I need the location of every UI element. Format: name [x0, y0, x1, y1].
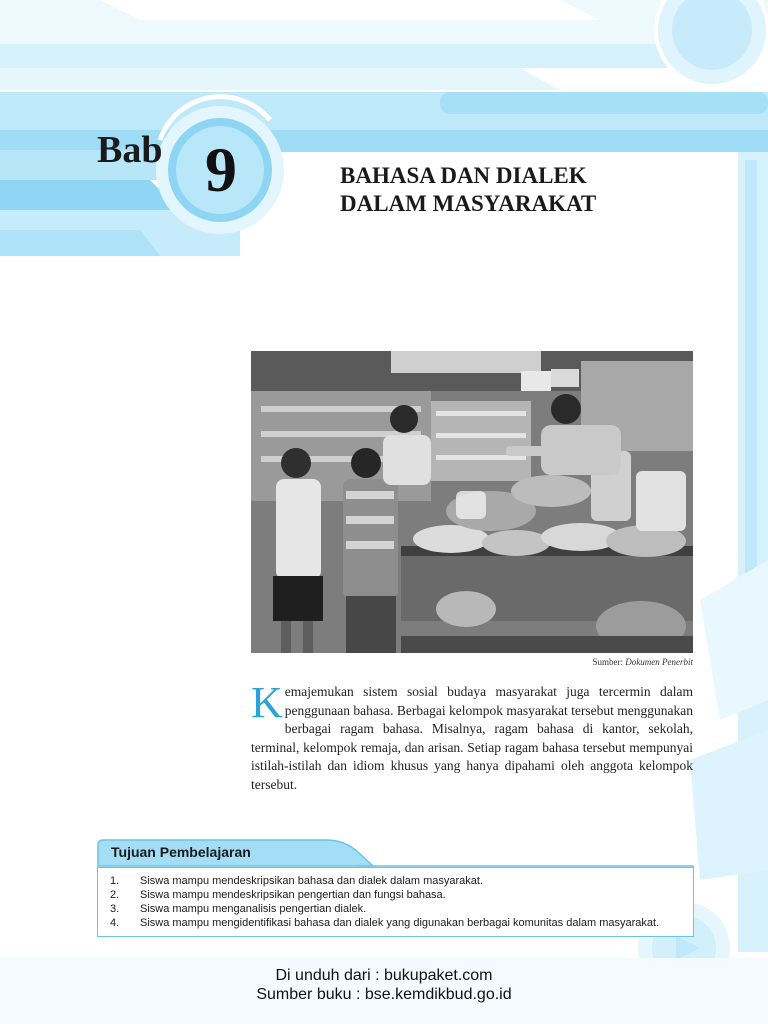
learning-objectives-box — [97, 839, 694, 937]
footer-download-line: Di unduh dari : bukupaket.com — [275, 967, 493, 984]
objective-text: Siswa mampu mendeskripsikan pengertian dan fungsi bahasa. — [140, 889, 446, 901]
chapter-title — [340, 162, 720, 218]
bab-label: Bab — [97, 129, 163, 171]
objective-number: 4. — [110, 917, 120, 929]
learning-objectives-list-box — [97, 867, 694, 937]
objective-item — [110, 902, 683, 916]
objective-number: 3. — [110, 903, 120, 915]
objective-number: 1. — [110, 875, 120, 887]
objective-number: 2. — [110, 889, 120, 901]
objective-item — [110, 888, 683, 902]
intro-paragraph — [251, 678, 694, 794]
learning-objectives-title: Tujuan Pembelajaran — [111, 844, 251, 860]
photo-caption-source: Dokumen Penerbit — [625, 657, 693, 667]
intro-text: emajemukan sistem sosial budaya masyarakat juga tercermin dalam penggunaan bahasa. Berbagai kelompok masyarakat tersebut menggunakan berbagai ragam bahasa. Misalnya, ragam bahasa di kantor, sekolah, terminal, kelompok remaja, dan arisan. Setiap ragam bahasa tersebut mempunyai istilah-istilah dan idiom khusus yang hanya dipahami oleh anggota kelompok tersebut. — [251, 684, 694, 792]
learning-objectives-tab — [97, 839, 694, 867]
photo-caption — [440, 657, 693, 667]
intro-dropcap: K — [251, 678, 283, 727]
footer-source-line: Sumber buku : bse.kemdikbud.go.id — [256, 986, 512, 1003]
objective-item — [110, 874, 683, 888]
objective-item — [110, 916, 683, 930]
objective-text: Siswa mampu mengidentifikasi bahasa dan dialek yang digunakan berbagai komunitas dalam masyarakat. — [140, 917, 660, 929]
market-photo — [251, 351, 693, 653]
objective-text: Siswa mampu menganalisis pengertian dialek. — [140, 903, 367, 915]
chapter-title-line-2: DALAM MASYARAKAT — [340, 191, 597, 216]
objective-text: Siswa mampu mendeskripsikan bahasa dan dialek dalam masyarakat. — [140, 875, 484, 887]
learning-objectives-list — [110, 874, 683, 930]
download-source-footer — [0, 966, 768, 1004]
photo-caption-prefix: Sumber: — [592, 657, 626, 667]
chapter-number: 9 — [205, 134, 237, 205]
chapter-title-line-1: BAHASA DAN DIALEK — [340, 163, 587, 188]
